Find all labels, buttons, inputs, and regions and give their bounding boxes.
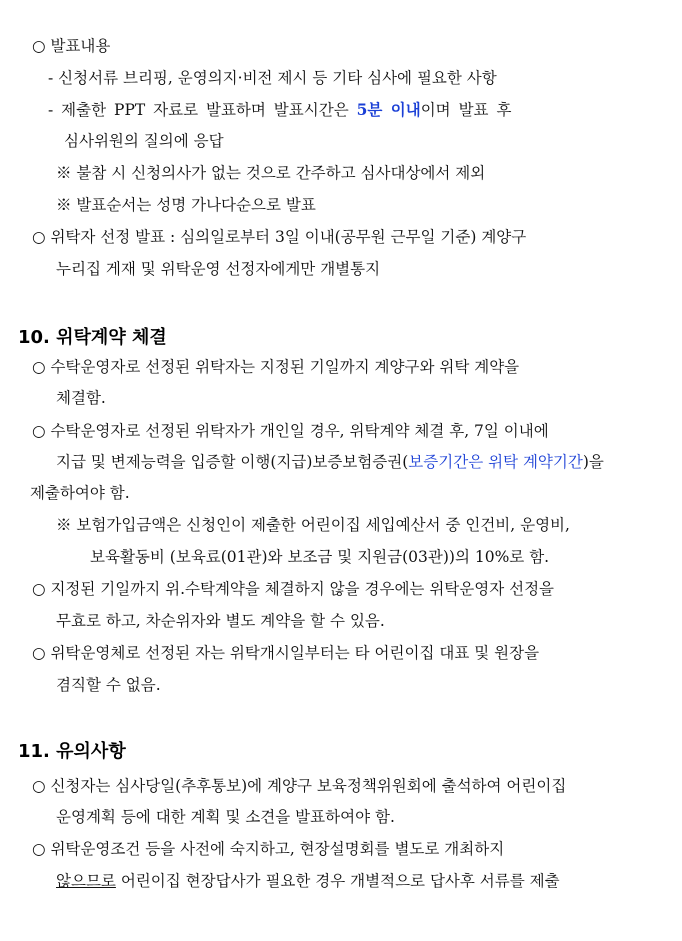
attendance-bullet: ○ 신청자는 심사당일(추후통보)에 계양구 보육정책위원회에 출석하여 어린이집 xyxy=(32,777,567,795)
five-minute-limit: 5분 이내 xyxy=(356,100,421,119)
insurance-amount-note: ※ 보험가입금액은 신청인이 제출한 어린이집 세입예산서 중 인건비, 운영비, xyxy=(56,516,570,534)
ppt-presentation-text: - 제출한 PPT 자료로 발표하며 발표시간은 xyxy=(48,101,357,119)
ppt-presentation-item xyxy=(48,100,511,120)
guarantee-insurance-text-end: )을 xyxy=(582,453,604,471)
guarantee-insurance-line2 xyxy=(56,452,604,472)
guarantee-period-highlight: 보증기간은 위탁 계약기간 xyxy=(408,453,583,471)
guarantee-insurance-bullet: ○ 수탁운영자로 선정된 위탁자가 개인일 경우, 위탁계약 체결 후, 7일 이내에 xyxy=(32,422,549,440)
insurance-amount-continuation: 보육활동비 (보육료(01관)와 보조금 및 지원금(03관))의 10%로 함. xyxy=(90,548,550,566)
section-10-heading: 10. 위탁계약 체결 xyxy=(18,327,167,348)
attendance-continuation: 운영계획 등에 대한 계획 및 소견을 발표하여야 함. xyxy=(56,808,395,826)
site-visit-continuation xyxy=(56,871,560,891)
concurrent-position-continuation: 겸직할 수 없음. xyxy=(56,676,161,694)
contract-failure-bullet: ○ 지정된 기일까지 위.수탁계약을 체결하지 않을 경우에는 위탁운영자 선정을 xyxy=(32,580,555,598)
contract-signing-bullet: ○ 수탁운영자로 선정된 위탁자는 지정된 기일까지 계양구와 위탁 계약을 xyxy=(32,358,520,376)
order-note: ※ 발표순서는 성명 가나다순으로 발표 xyxy=(56,196,316,214)
site-visit-bullet: ○ 위탁운영조건 등을 사전에 숙지하고, 현장설명회를 별도로 개최하지 xyxy=(32,840,505,858)
guarantee-insurance-text: 지급 및 변제능력을 입증할 이행(지급)보증보험증권( xyxy=(56,453,409,471)
submission-briefing-item: - 신청서류 브리핑, 운영의지·비전 제시 등 기타 심사에 필요한 사항 xyxy=(48,69,497,87)
site-visit-text: 어린이집 현장답사가 필요한 경우 개별적으로 답사후 서류를 제출 xyxy=(115,872,560,890)
section-11-heading: 11. 유의사항 xyxy=(18,741,126,762)
absence-note: ※ 불참 시 신청의사가 없는 것으로 간주하고 심사대상에서 제외 xyxy=(56,164,486,182)
presentation-content-bullet: ○ 발표내용 xyxy=(32,37,111,55)
guarantee-insurance-line3: 제출하여야 함. xyxy=(30,484,130,502)
selection-announcement-continuation: 누리집 게재 및 위탁운영 선정자에게만 개별통지 xyxy=(56,260,381,278)
selection-announcement-bullet: ○ 위탁자 선정 발표 : 심의일로부터 3일 이내(공무원 근무일 기준) 계양구 xyxy=(32,228,527,246)
underlined-text: 않으므로 xyxy=(56,872,116,890)
concurrent-position-bullet: ○ 위탁운영체로 선정된 자는 위탁개시일부터는 타 어린이집 대표 및 원장을 xyxy=(32,644,540,662)
contract-signing-continuation: 체결함. xyxy=(56,389,106,407)
ppt-presentation-text-end: 이며 발표 후 xyxy=(420,101,512,119)
contract-failure-continuation: 무효로 하고, 차순위자와 별도 계약을 할 수 있음. xyxy=(56,612,385,630)
ppt-presentation-continuation: 심사위원의 질의에 응답 xyxy=(64,132,224,150)
